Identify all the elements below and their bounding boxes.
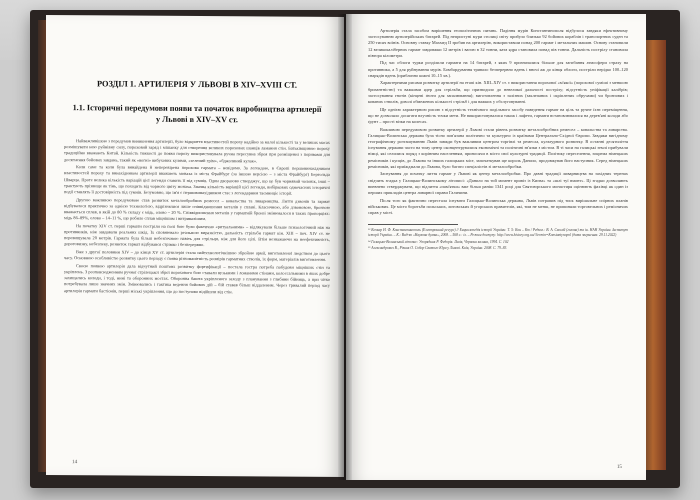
- paragraph: На початку XIV ст. перші гармати постріли на полі бою були фактично «ритуальними» – відлякували більше психологічний ніж на противників, ніж завдавали реальних шкід. Їх сповнювало реальною виразністю, дальність стрільби гармат кін. XIII – поч. XIV ст. не перевищувала 20 метрів. Гармата була більш небезпечною навіть для стрільця, ніж для його цілі. Втім незважаючи на неефективність, дороговизну, небезпеку, розвиток гармат відбувався стрімко і безперервно.: [64, 222, 330, 248]
- paragraph: Ще однією характерною рисою є відсутність технічного подільного засобу наведення гармат на ціль та ручне їхнє переміщення, що не дозволяло досягати влучність точки мети. Не використовувалися також і лафети, гармати встановлювалися на дерев'яні колоди або ґрунт – прості візки на колесах.: [368, 106, 628, 125]
- paragraph: Важливою передумовою розвитку артилерії у Львові стали рівень розвитку металообробних ремесел – ковальства та ливарства. Галицько-Волинська держава була тісно пов'язана політично та культурно із країнами Центрально-Східної Європи. Завдяки вигідному географічному розташуванню Львів завжди був важливим центром торгівлі та ремесла, культурного розвитку. В останні десятиліття існування держави часто на тому центр сконцентрувалися економічні та політичні зв'язки з містом. В ті часи на галицькі землі прибували німці, які селилися поряд з корінним населенням, приносячи в місто свої культурні традиції. Політику переселення, зокрема німецьких ремісників і купців, до Львова та інших галицьких міст, започаткував ще король Данило, продовжував його наступник. Серед німецьких ремісників, які приїжджали до Львова, було багато спеціалістів зі металообробки.: [368, 126, 628, 169]
- paragraph: Коли саме та коли була винайдена й неперевірена порохова гармата – невідомо. За легендою, в Європі першовинахідником властивостей пороху та винахідником артилерії вважають монаха із міста Фрайбург (за іншою версією – з міста Фрайбург) Бертольда Шварца. Проте велика кількість варіацій цієї легенди ставить її під сумнів. Один дворазово стверджує, що це був чорнявий чоловік, інші – трактують прізвище як тінь, що походить від чорного цвіту монаха. Значна кількість варіацій цієї легенди, вибіркових одночасних історичні події ставлять її достовірність під сумнів. Безумовно, що ім'я є першовинахідником стає з легендарним таємниціє історії.: [64, 164, 330, 196]
- paragraph: Другою важливою передумовою став розвиток металообробних ремесел – ковальства та ливарництва. Лиття дзвонів та гармат відбувалося практично за однією технологією, відрізнялися лише співвідношення металів у сплаві. Класичною, або дзвоновою, бронзою вважається сплав, в якій до 80 % складу є мідь, олово – 20 %. Співвідношення металів у гарматній бронзі змінювалося в таких пропорціях: мідь 86–89%, олово – 14–11 %, що робило сплав міцнішим і витривалішим.: [64, 196, 330, 222]
- right-page: [346, 14, 646, 480]
- paragraph: Своєю появою артилерія дала відчутний поштовх розвитку фортифікації – постала гостра потреба побудови міцніших стін та укріплень. З розповсюдженням ручної стрілецької зброї порохового бою ставали вузькими і ломаними стінами, колоссальними в яких добре захищались колоди, і тоді, нині та оборонних мостах. Оборонна башта укріпленого заходу з планування з глибини бійниць, а при чітко потребувала лише значних змін. Змінювались і тактика ведення бойових дій – бій ставав більш віддаленим. Через тривалий період часу артилерія гармати бастіонів, перші міські укріплення, що до поступово відійшли від стін.: [64, 262, 330, 294]
- page-number: 15: [616, 464, 622, 470]
- book-gutter: [338, 14, 352, 480]
- page-number: 14: [72, 459, 78, 466]
- paragraph: Заснування до початку лиття гармат у Львові як центр металообробки. Про давні традиції ливарництва на західних теренах свідчить згадка у Галицько-Волинському літописі: «Данило на той момент привіз із Києва» та «шлі туї вмонт». Ці згадки дозволяють впевнено стверджувати, що відлиття «пам'ятки» вже більш раніш 1341 році для Святоюрського монастиря оцінюють фахівці як один із перших прикладів центра ливарної справи Галичини.: [368, 171, 628, 196]
- right-page-content: [368, 28, 628, 470]
- section-title: РОЗДІЛ 1. АРТИЛЕРІЯ У ЛЬВОВІ В XIV–XVIII СТ.: [96, 79, 298, 90]
- left-page-content: [64, 35, 330, 467]
- paragraph: Найважливішою з передумов виникнення артилерії, було відкриття властивостей пороху надійно за малої кількості та у великих масах розмішувати нею руйнівну силу, пороховий заряд і мішанку для створення великих порохових шанців ламання стін. Батьківщиною пороху традиційно вважають Китай. Кількість тяжкості до появи пороху використовувала ручна пересувна зброя при розміщенні з поривами для досягнення бойових завдань, такий як «вогні» вибухових кулями, «зелений грім», «бджолиний кулак».: [64, 138, 330, 164]
- paragraph: Вже з другої половини XIV – до кінця XV ст. артилерія стала найтехнологічнішою збройою армії, виготовленої людством до цього часу. Основною особливістю розвитку цього періоду є поява різноманітність розмірів гарматних стволів, їх форм, матеріалів виготовлення.: [64, 249, 330, 263]
- footnote: ¹⁵ Александрович В., Різник О. Собор Святого Юра у Львові. Київ, Українa. 2008. С. 79–83.: [368, 245, 508, 250]
- subsection-title: 1.1. Історичні передумови появи та початок виробництва артилерії у Львові в XIV–XV ст.: [72, 103, 322, 125]
- left-page: [46, 15, 344, 477]
- paragraph: Характерними рисами розвитку артилерії на етапі кін. XIII–XIV ст. є використання порохової «м'якої» (порохової суміші з меншою бризантністю) та важкими ядер для стрільби, що призводило до невеликої дальності пострілу; відсутність уніфікації калібрів; застосування гнотів (кінцеві ґноти для запалювання); виготовлення з залізних (заклепаних і скріплених обручами) чи бронзових і кованих стволів, доволі обмежених кількості стрільб і для важких у обслуговуванні.: [368, 80, 628, 105]
- footnote-divider: [368, 224, 458, 225]
- paragraph: Артилерія стала засобом вирішення геополітичних питань. Падіння мурів Константинополя відбулося завдяки ефективному застосуванню артилерійських батарей. Під непристуні мури столиці світу прибуло близько 92 бойових кораблів і транспортних суден та 250 тисяч воїнів. Основну ставку Махмед II зробив на артилерію, використавши понад 200 гармат і метальних машин. Основу становили 12 великокаліберних гармат завдовжки 12 метрів і вагою в 32 тонни, ката ядра становила понад пів тонни. Дальність пострілу становила півтора кілометри.: [368, 28, 628, 58]
- paragraph: Після того як фактично перестала існувати Галицько-Волинська держава, Львів потрапив під тиск вирішальне спірних планів військових. Це місто боротьби польських, литовських й угорських правителів, які, тим не менш, не припиняли торговельних і ремісничих справ у місті.: [368, 197, 628, 216]
- footnote: ¹³ Кочкар Н. Ф. Константинополь (Електронний ресурс) // Енциклопедія історії України: Т. 5: Кон – Кю / Редкол.: В. А. Смолій (голова) та ін. НАН України. Інститут історії України. – К.: Вид-во «Наукова думка», 2008. – 568 с.: іл. – Режим доступу: http://www.history.org.ua/?termin=Konstantynopol (дата звернення: 29.11.2022): [368, 228, 628, 238]
- footnote: ¹⁴ Галицько-Волинський літопис: Упорядник Р. Федорів. Львів, Червона калина, 1994. С. 102: [368, 239, 509, 244]
- paragraph: Під час облоги турки розділили гармати на 14 батарей, з яких 9 призначалися більше для загибання атмосфери страху на противника, а 5 для руйнування мурів. Бомбардування тривало безперервно вдень і вночі аж до кінця облоги, постріли нерідко 100–120 снарядів вдень (приблизно кожні 10–15 хв.).: [368, 60, 628, 78]
